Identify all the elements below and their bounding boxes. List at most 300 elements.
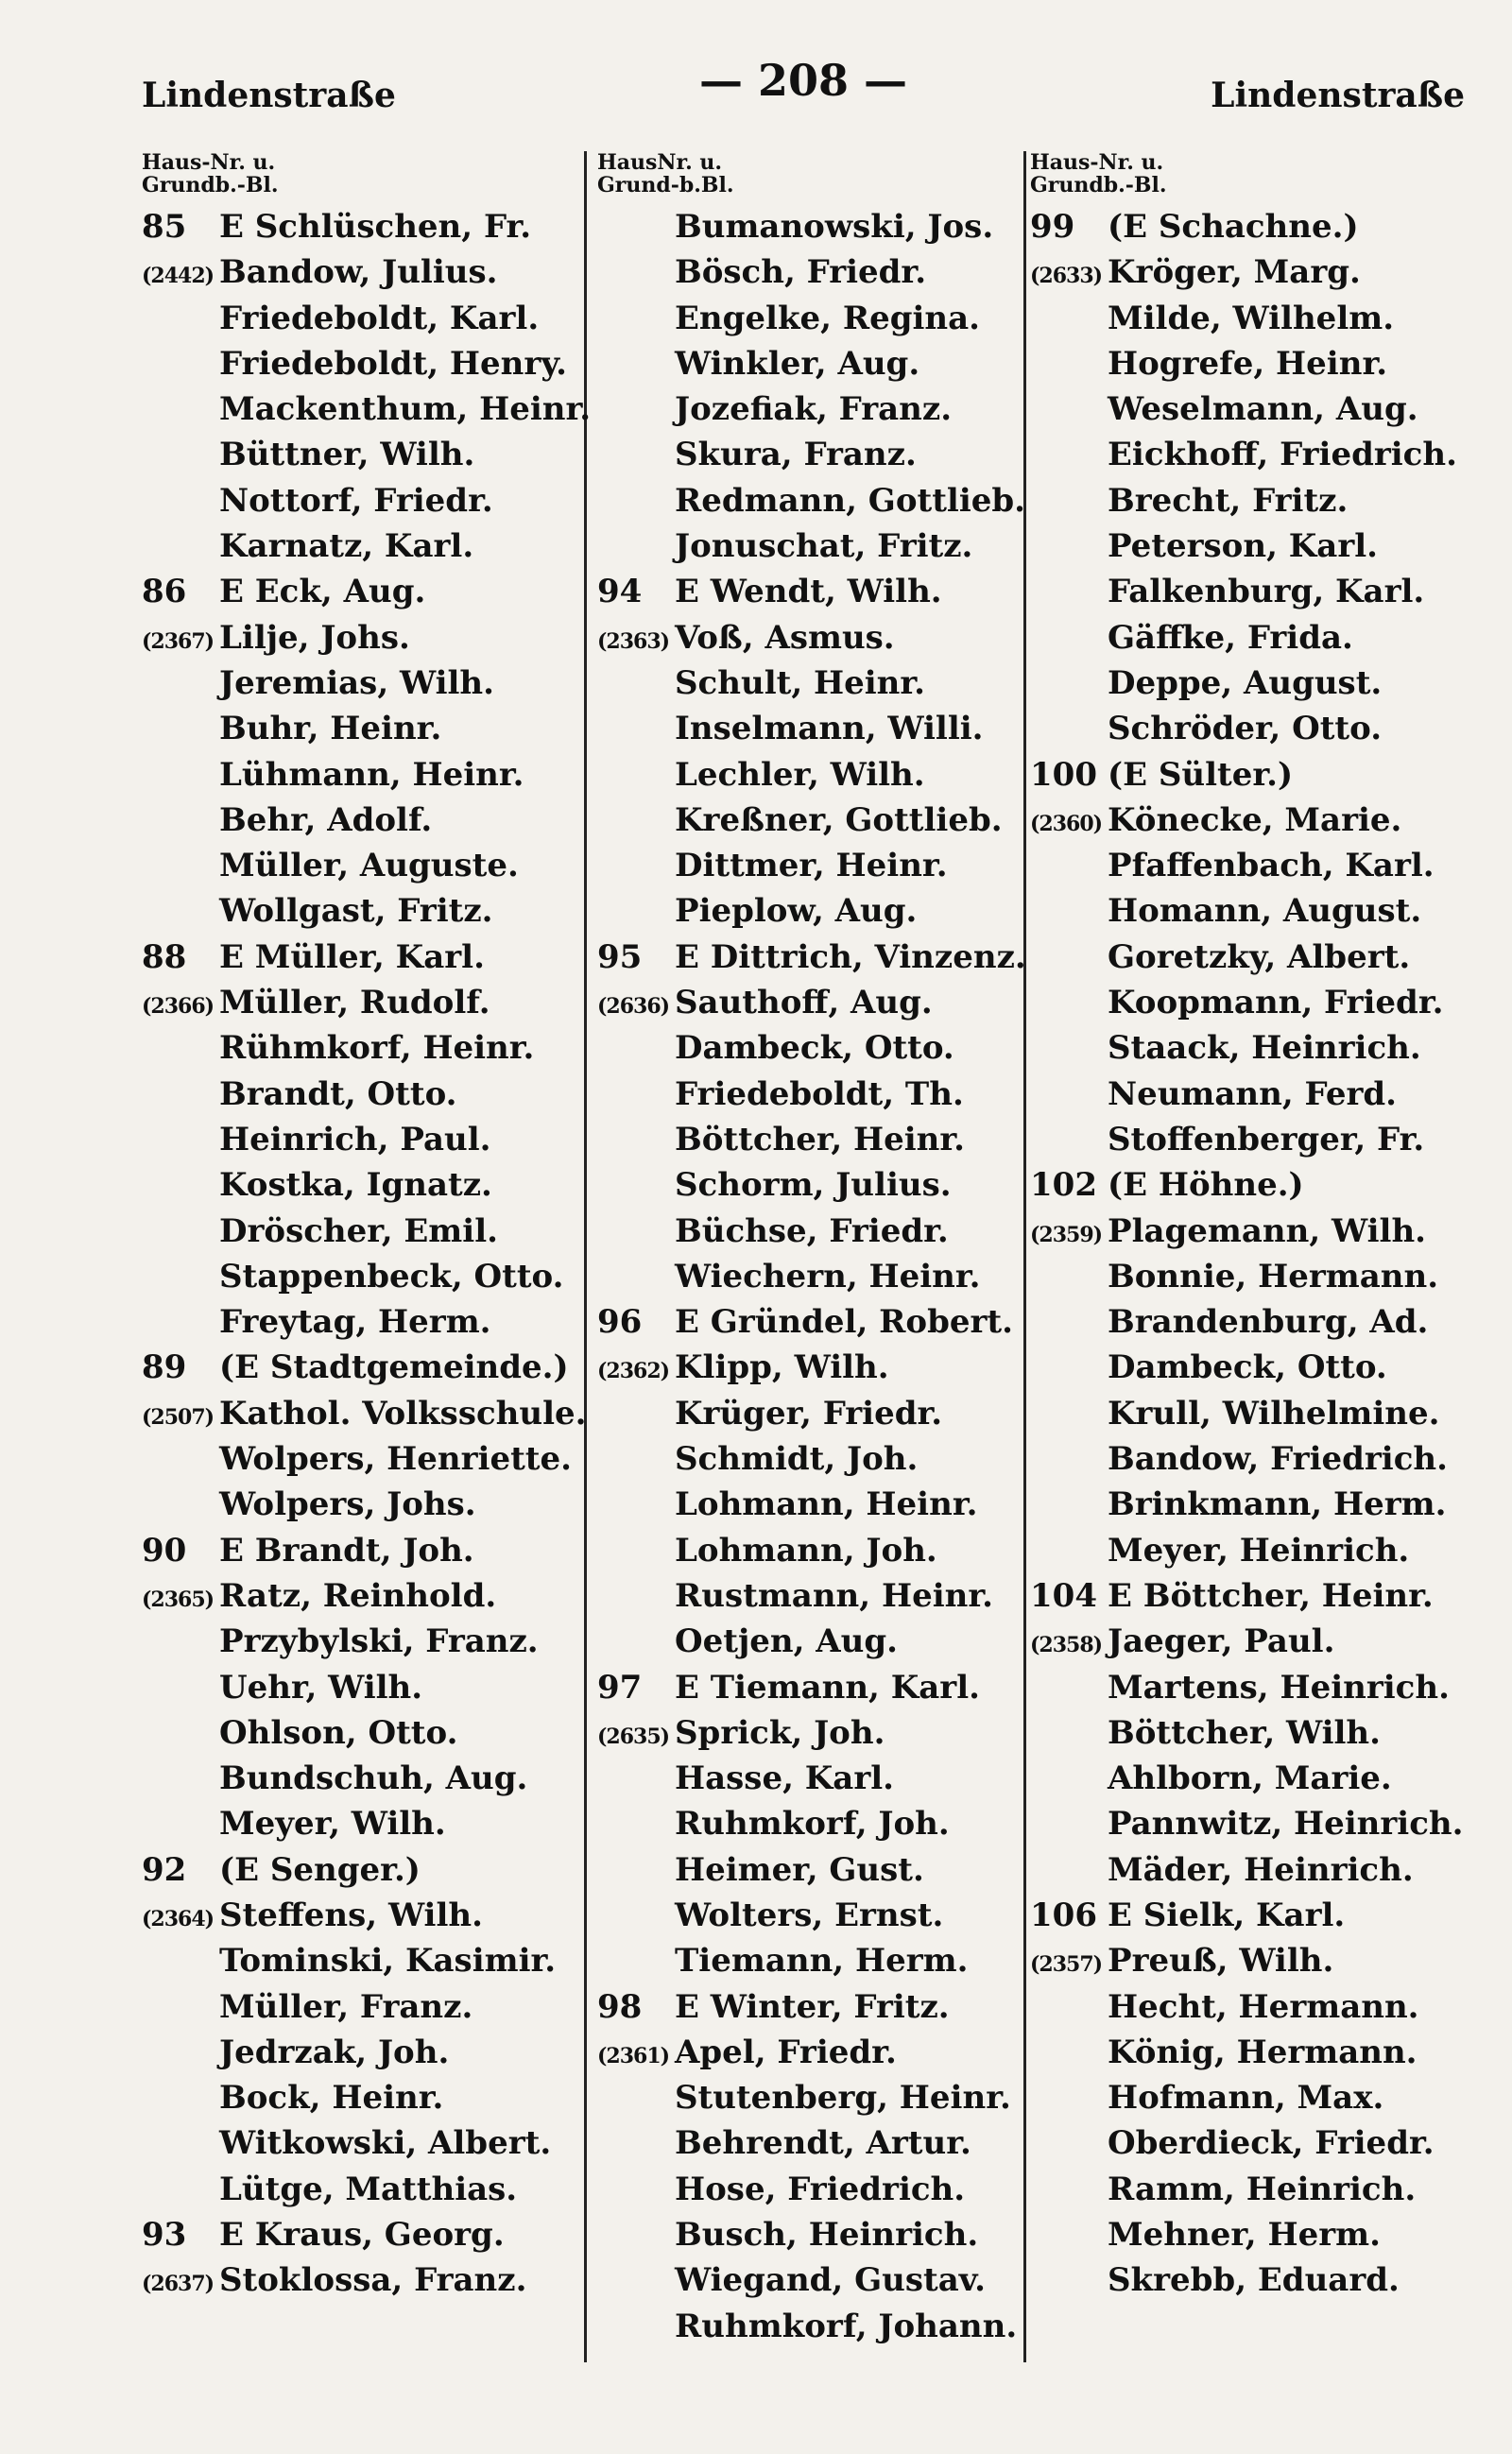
resident-name: Wollgast, Fritz. [219, 892, 493, 931]
directory-entry [142, 1482, 586, 1527]
directory-entry [142, 523, 586, 569]
directory-entry [597, 1938, 1041, 1983]
resident-name: Jedrzak, Joh. [219, 2033, 450, 2071]
resident-name: Karnatz, Karl. [219, 527, 474, 566]
directory-entry [597, 1847, 1041, 1893]
resident-name: Ruhmkorf, Johann. [675, 2307, 1018, 2345]
grundbuch-number: (2358) [1030, 1633, 1103, 1658]
resident-name: (E Sülter.) [1108, 755, 1294, 794]
resident-name: (E Schachne.) [1108, 208, 1359, 246]
resident-name: Wolpers, Johs. [219, 1485, 476, 1524]
resident-name: E Tiemann, Karl. [675, 1668, 980, 1707]
column-header-line: Haus-Nr. u. [142, 150, 276, 175]
grundbuch-number: (2636) [597, 994, 670, 1020]
directory-entry [142, 386, 592, 432]
column-3 [1030, 151, 1474, 2304]
directory-entry [1030, 1756, 1474, 1801]
resident-name: Hofmann, Max. [1108, 2079, 1384, 2118]
directory-entry [142, 1665, 586, 1710]
column-header-line: Grund-b.Bl. [597, 173, 734, 197]
column-2 [597, 151, 1041, 2349]
directory-entry [597, 341, 1041, 386]
directory-entry [142, 1756, 586, 1801]
resident-name: Martens, Heinrich. [1108, 1668, 1450, 1707]
resident-name: Böttcher, Heinr. [675, 1120, 966, 1158]
resident-name: Büttner, Wilh. [219, 436, 475, 474]
directory-entry [1030, 569, 1474, 614]
resident-name: (E Stadtgemeinde.) [219, 1348, 569, 1387]
grundbuch-number: (2363) [597, 628, 670, 654]
resident-name: Steffens, Wilh. [219, 1896, 483, 1934]
grundbuch-number: (2635) [597, 1724, 670, 1749]
directory-entry [597, 1528, 1041, 1573]
house-number: 94 [597, 573, 643, 611]
resident-name: Ruhmkorf, Joh. [675, 1805, 950, 1844]
resident-name: Mackenthum, Heinr. [219, 390, 592, 429]
grundbuch-number: (2362) [597, 1359, 670, 1384]
grundbuch-number: (2637) [142, 2272, 215, 2297]
directory-entry [597, 1710, 1041, 1756]
resident-name: Ohlson, Otto. [219, 1713, 458, 1752]
directory-entry [1030, 2167, 1474, 2212]
resident-name: Jeremias, Wilh. [219, 663, 494, 702]
house-number: 89 [142, 1348, 187, 1387]
resident-name: Falkenburg, Karl. [1108, 573, 1425, 611]
resident-name: Heinrich, Paul. [219, 1120, 491, 1158]
directory-entry [597, 1573, 1041, 1619]
grundbuch-number: (2507) [142, 1404, 215, 1430]
directory-entry [142, 661, 586, 706]
resident-name: Engelke, Regina. [675, 299, 980, 337]
directory-entry [597, 1801, 1041, 1846]
resident-name: Mäder, Heinrich. [1108, 1850, 1414, 1889]
resident-name: Brandenburg, Ad. [1108, 1303, 1429, 1342]
directory-entry [142, 1619, 586, 1664]
resident-name: Ahlborn, Marie. [1108, 1759, 1392, 1798]
directory-entry [1030, 1710, 1474, 1756]
resident-name: Pfaffenbach, Karl. [1108, 847, 1435, 885]
resident-name: Lütge, Matthias. [219, 2170, 518, 2208]
resident-name: Inselmann, Willi. [675, 710, 984, 748]
resident-name: E Böttcher, Heinr. [1108, 1576, 1434, 1615]
directory-entry [597, 1391, 1041, 1436]
directory-entry [1030, 523, 1474, 569]
house-number: 96 [597, 1303, 643, 1342]
house-number: 102 [1030, 1166, 1097, 1205]
running-head-right: Lindenstraße [1211, 76, 1465, 115]
directory-entry [142, 1938, 586, 1983]
directory-entry [597, 249, 1041, 295]
resident-name: Dröscher, Emil. [219, 1211, 498, 1250]
directory-entry [142, 1345, 586, 1390]
resident-name: Weselmann, Aug. [1108, 390, 1418, 429]
column-header-line: Grundb.-Bl. [1030, 173, 1167, 197]
directory-entry [142, 935, 586, 980]
resident-name: Homann, August. [1108, 892, 1422, 931]
directory-entry [1030, 249, 1474, 295]
directory-entry [1030, 1984, 1474, 2030]
resident-name: E Schlüschen, Fr. [219, 208, 532, 246]
resident-name: Sauthoff, Aug. [675, 984, 933, 1022]
resident-name: Wolpers, Henriette. [219, 1440, 572, 1479]
directory-entry [1030, 432, 1474, 477]
resident-name: Lühmann, Heinr. [219, 755, 524, 794]
resident-name: Przybylski, Franz. [219, 1622, 539, 1661]
resident-name: Jonuschat, Fritz. [675, 527, 973, 566]
house-number: 98 [597, 1987, 643, 2026]
resident-name: E Eck, Aug. [219, 573, 426, 611]
resident-name: Pieplow, Aug. [675, 892, 918, 931]
directory-entry [597, 1345, 1041, 1390]
resident-name: (E Höhne.) [1108, 1166, 1304, 1205]
directory-entry [142, 1117, 586, 1162]
directory-entry [597, 1162, 1041, 1208]
resident-name: Heimer, Gust. [675, 1850, 924, 1889]
directory-entry [142, 478, 586, 523]
directory-entry [142, 752, 586, 798]
house-number: 100 [1030, 755, 1097, 794]
resident-name: E Gründel, Robert. [675, 1303, 1013, 1342]
directory-entry [142, 888, 586, 934]
resident-name: Müller, Rudolf. [219, 984, 490, 1022]
directory-entry [597, 386, 1041, 432]
directory-entry [1030, 980, 1474, 1025]
directory-entry [597, 1436, 1041, 1482]
resident-name: E Brandt, Joh. [219, 1531, 474, 1570]
resident-name: Dambeck, Otto. [675, 1029, 954, 1068]
directory-entry [597, 1893, 1041, 1938]
resident-name: Wiechern, Heinr. [675, 1257, 981, 1296]
house-number: 92 [142, 1850, 187, 1889]
resident-name: E Wendt, Wilh. [675, 573, 942, 611]
directory-entry [142, 798, 586, 843]
directory-entry [1030, 1391, 1474, 1436]
resident-name: Lohmann, Joh. [675, 1531, 937, 1570]
resident-name: Freytag, Herm. [219, 1303, 491, 1342]
directory-entry [1030, 2075, 1474, 2120]
directory-entry [142, 1025, 586, 1071]
directory-entry [1030, 706, 1474, 751]
directory-entry [1030, 1436, 1474, 1482]
directory-entry [597, 523, 1041, 569]
resident-name: Bandow, Friedrich. [1108, 1440, 1448, 1479]
directory-entry [597, 1209, 1041, 1254]
directory-entry [597, 2212, 1041, 2257]
resident-name: Deppe, August. [1108, 663, 1383, 702]
resident-name: Lohmann, Heinr. [675, 1485, 978, 1524]
resident-name: Winkler, Aug. [675, 344, 920, 383]
resident-name: Goretzky, Albert. [1108, 937, 1411, 976]
resident-name: Rustmann, Heinr. [675, 1576, 993, 1615]
directory-entry [597, 432, 1041, 477]
resident-name: Voß, Asmus. [675, 618, 895, 657]
resident-name: E Kraus, Georg. [219, 2216, 505, 2255]
directory-entry [1030, 478, 1474, 523]
directory-entry [597, 1482, 1041, 1527]
resident-name: Ramm, Heinrich. [1108, 2170, 1417, 2208]
grundbuch-number: (2360) [1030, 811, 1103, 836]
grundbuch-number: (2442) [142, 264, 215, 289]
house-number: 86 [142, 573, 187, 611]
directory-entry [142, 296, 586, 341]
directory-entry [142, 1254, 586, 1299]
resident-name: Wolters, Ernst. [675, 1896, 944, 1934]
directory-entry [597, 752, 1041, 798]
resident-name: Müller, Auguste. [219, 847, 519, 885]
resident-name: E Sielk, Karl. [1108, 1896, 1346, 1934]
directory-entry [597, 1117, 1041, 1162]
resident-name: Stoffenberger, Fr. [1108, 1120, 1425, 1158]
directory-entry [142, 1893, 586, 1938]
grundbuch-number: (2367) [142, 628, 215, 654]
resident-name: Eickhoff, Friedrich. [1108, 436, 1457, 474]
resident-name: Müller, Franz. [219, 1987, 473, 2026]
directory-entry [142, 1801, 586, 1846]
house-number: 90 [142, 1531, 187, 1570]
directory-entry [597, 1665, 1041, 1710]
resident-name: Busch, Heinrich. [675, 2216, 979, 2255]
directory-entry [597, 1619, 1041, 1664]
directory-entry [1030, 1025, 1474, 1071]
directory-entry [142, 1299, 586, 1345]
house-number: 97 [597, 1668, 643, 1707]
directory-entry [142, 615, 586, 661]
resident-name: Koopmann, Friedr. [1108, 984, 1444, 1022]
resident-name: E Dittrich, Vinzenz. [675, 937, 1026, 976]
grundbuch-number: (2357) [1030, 1952, 1103, 1978]
resident-name: Nottorf, Friedr. [219, 481, 493, 520]
grundbuch-number: (2633) [1030, 264, 1103, 289]
house-number: 93 [142, 2216, 187, 2255]
directory-entry [142, 2120, 586, 2166]
directory-entry [142, 249, 586, 295]
resident-name: Buhr, Heinr. [219, 710, 442, 748]
resident-name: Gäffke, Frida. [1108, 618, 1353, 657]
page-number: — 208 — [698, 55, 908, 106]
resident-name: Brandt, Otto. [219, 1074, 457, 1113]
directory-entry [1030, 843, 1474, 888]
resident-name: Brinkmann, Herm. [1108, 1485, 1447, 1524]
directory-entry [1030, 2257, 1474, 2303]
resident-name: Bundschuh, Aug. [219, 1759, 528, 1798]
directory-entry [597, 204, 1041, 249]
resident-name: Böttcher, Wilh. [1108, 1713, 1381, 1752]
resident-name: Meyer, Wilh. [219, 1805, 446, 1844]
directory-entry [597, 1299, 1041, 1345]
resident-name: Kostka, Ignatz. [219, 1166, 492, 1205]
resident-name: Ratz, Reinhold. [219, 1576, 497, 1615]
directory-entry [597, 296, 1041, 341]
directory-entry [142, 1436, 586, 1482]
directory-entry [1030, 1893, 1474, 1938]
directory-entry [597, 661, 1041, 706]
resident-name: E Müller, Karl. [219, 937, 485, 976]
resident-name: Neumann, Ferd. [1108, 1074, 1397, 1113]
directory-entry [1030, 935, 1474, 980]
directory-entry [142, 341, 586, 386]
resident-name: Plagemann, Wilh. [1108, 1211, 1427, 1250]
directory-entry [1030, 204, 1474, 249]
resident-name: Rühmkorf, Heinr. [219, 1029, 535, 1068]
resident-name: Lilje, Johs. [219, 618, 410, 657]
column-1 [142, 150, 592, 2304]
house-number: 99 [1030, 208, 1075, 246]
resident-name: Oetjen, Aug. [675, 1622, 898, 1661]
grundbuch-number: (2361) [597, 2043, 670, 2068]
resident-name: König, Hermann. [1108, 2033, 1418, 2071]
directory-entry [597, 2304, 1041, 2349]
resident-name: Stutenberg, Heinr. [675, 2079, 1011, 2118]
resident-name: Witkowski, Albert. [219, 2124, 552, 2163]
directory-entry [597, 1984, 1041, 2030]
resident-name: Krüger, Friedr. [675, 1394, 943, 1433]
column-header-line: Haus-Nr. u. [1030, 150, 1164, 175]
directory-entry [142, 1528, 586, 1573]
directory-entry [597, 2120, 1041, 2166]
directory-entry [142, 1573, 586, 1619]
directory-entry [597, 843, 1041, 888]
resident-name: Behrendt, Artur. [675, 2124, 971, 2163]
resident-name: Hose, Friedrich. [675, 2170, 966, 2208]
resident-name: Redmann, Gottlieb. [675, 481, 1025, 520]
grundbuch-number: (2365) [142, 1587, 215, 1612]
directory-entry [1030, 386, 1474, 432]
resident-name: Bösch, Friedr. [675, 253, 927, 292]
directory-entry [1030, 2212, 1474, 2257]
directory-entry [1030, 1938, 1474, 1983]
directory-entry [1030, 615, 1474, 661]
resident-name: Milde, Wilhelm. [1108, 299, 1395, 337]
resident-name: Apel, Friedr. [675, 2033, 897, 2071]
grundbuch-number: (2366) [142, 994, 215, 1020]
resident-name: Skura, Franz. [675, 436, 917, 474]
resident-name: Bumanowski, Jos. [675, 208, 994, 246]
directory-entry [1030, 1801, 1474, 1846]
resident-name: Tominski, Kasimir. [219, 1942, 557, 1981]
resident-name: Peterson, Karl. [1108, 527, 1378, 566]
resident-name: Krull, Wilhelmine. [1108, 1394, 1440, 1433]
house-number: 95 [597, 937, 643, 976]
directory-entry [1030, 1619, 1474, 1664]
column-header [597, 151, 1041, 204]
column-header [142, 151, 586, 204]
directory-entry [1030, 888, 1474, 934]
house-number: 85 [142, 208, 187, 246]
resident-name: Pannwitz, Heinrich. [1108, 1805, 1464, 1844]
directory-entry [1030, 1847, 1474, 1893]
directory-entry [597, 706, 1041, 751]
directory-entry [142, 1162, 586, 1208]
resident-name: Bonnie, Hermann. [1108, 1257, 1439, 1296]
directory-entry [597, 2257, 1041, 2303]
directory-entry [597, 1756, 1041, 1801]
resident-name: Hasse, Karl. [675, 1759, 894, 1798]
directory-entry [142, 204, 586, 249]
resident-name: Jaeger, Paul. [1108, 1622, 1335, 1661]
resident-name: Tiemann, Herm. [675, 1942, 969, 1981]
directory-entry [1030, 661, 1474, 706]
resident-name: Schröder, Otto. [1108, 710, 1383, 748]
directory-entry [1030, 2030, 1474, 2075]
resident-name: Kröger, Marg. [1108, 253, 1361, 292]
directory-entry [1030, 1072, 1474, 1117]
directory-entry [1030, 1117, 1474, 1162]
column-header-line: Grundb.-Bl. [142, 173, 279, 197]
resident-name: Büchse, Friedr. [675, 1211, 949, 1250]
directory-entry [1030, 1345, 1474, 1390]
directory-entry [597, 615, 1041, 661]
grundbuch-number: (2364) [142, 1906, 215, 1931]
directory-entry [1030, 1209, 1474, 1254]
directory-entry [597, 2030, 1041, 2075]
directory-entry [1030, 752, 1474, 798]
resident-name: Friedeboldt, Th. [675, 1074, 964, 1113]
resident-name: Könecke, Marie. [1108, 800, 1402, 839]
directory-entry [1030, 2120, 1474, 2166]
directory-entry [597, 980, 1041, 1025]
resident-name: Jozefiak, Franz. [675, 390, 953, 429]
directory-entry [597, 935, 1041, 980]
resident-name: Schmidt, Joh. [675, 1440, 919, 1479]
resident-name: Schult, Heinr. [675, 663, 926, 702]
resident-name: Kathol. Volksschule. [219, 1394, 587, 1433]
resident-name: Staack, Heinrich. [1108, 1029, 1421, 1068]
resident-name: Mehner, Herm. [1108, 2216, 1381, 2255]
resident-name: Stoklossa, Franz. [219, 2261, 527, 2300]
resident-name: Behr, Adolf. [219, 800, 433, 839]
directory-entry [142, 1984, 586, 2030]
resident-name: Schorm, Julius. [675, 1166, 952, 1205]
directory-entry [1030, 341, 1474, 386]
resident-name: Wiegand, Gustav. [675, 2261, 986, 2300]
house-number: 106 [1030, 1896, 1097, 1934]
resident-name: Stappenbeck, Otto. [219, 1257, 564, 1296]
house-number: 104 [1030, 1576, 1097, 1615]
directory-entry [142, 432, 586, 477]
directory-entry [597, 1254, 1041, 1299]
resident-name: Meyer, Heinrich. [1108, 1531, 1410, 1570]
resident-name: Hogrefe, Heinr. [1108, 344, 1388, 383]
grundbuch-number: (2359) [1030, 1222, 1103, 1247]
directory-entry [1030, 1254, 1474, 1299]
directory-entry [142, 980, 586, 1025]
directory-entry [597, 2075, 1041, 2120]
resident-name: Friedeboldt, Karl. [219, 299, 540, 337]
column-header [1030, 151, 1474, 204]
resident-name: Dambeck, Otto. [1108, 1348, 1387, 1387]
column-header-line: HausNr. u. [597, 150, 723, 175]
directory-entry [597, 1072, 1041, 1117]
directory-entry [142, 706, 586, 751]
resident-name: (E Senger.) [219, 1850, 421, 1889]
resident-name: Bandow, Julius. [219, 253, 498, 292]
directory-entry [142, 2075, 586, 2120]
directory-entry [1030, 1665, 1474, 1710]
directory-entry [597, 1025, 1041, 1071]
directory-entry [597, 569, 1041, 614]
resident-name: E Winter, Fritz. [675, 1987, 950, 2026]
directory-entry [142, 2257, 586, 2303]
directory-entry [1030, 1162, 1474, 1208]
house-number: 88 [142, 937, 187, 976]
resident-name: Preuß, Wilh. [1108, 1942, 1334, 1981]
running-head-left: Lindenstraße [142, 76, 396, 115]
directory-entry [1030, 1299, 1474, 1345]
directory-entry [1030, 1573, 1474, 1619]
directory-entry [142, 1072, 586, 1117]
directory-entry [1030, 296, 1474, 341]
directory-entry [597, 888, 1041, 934]
